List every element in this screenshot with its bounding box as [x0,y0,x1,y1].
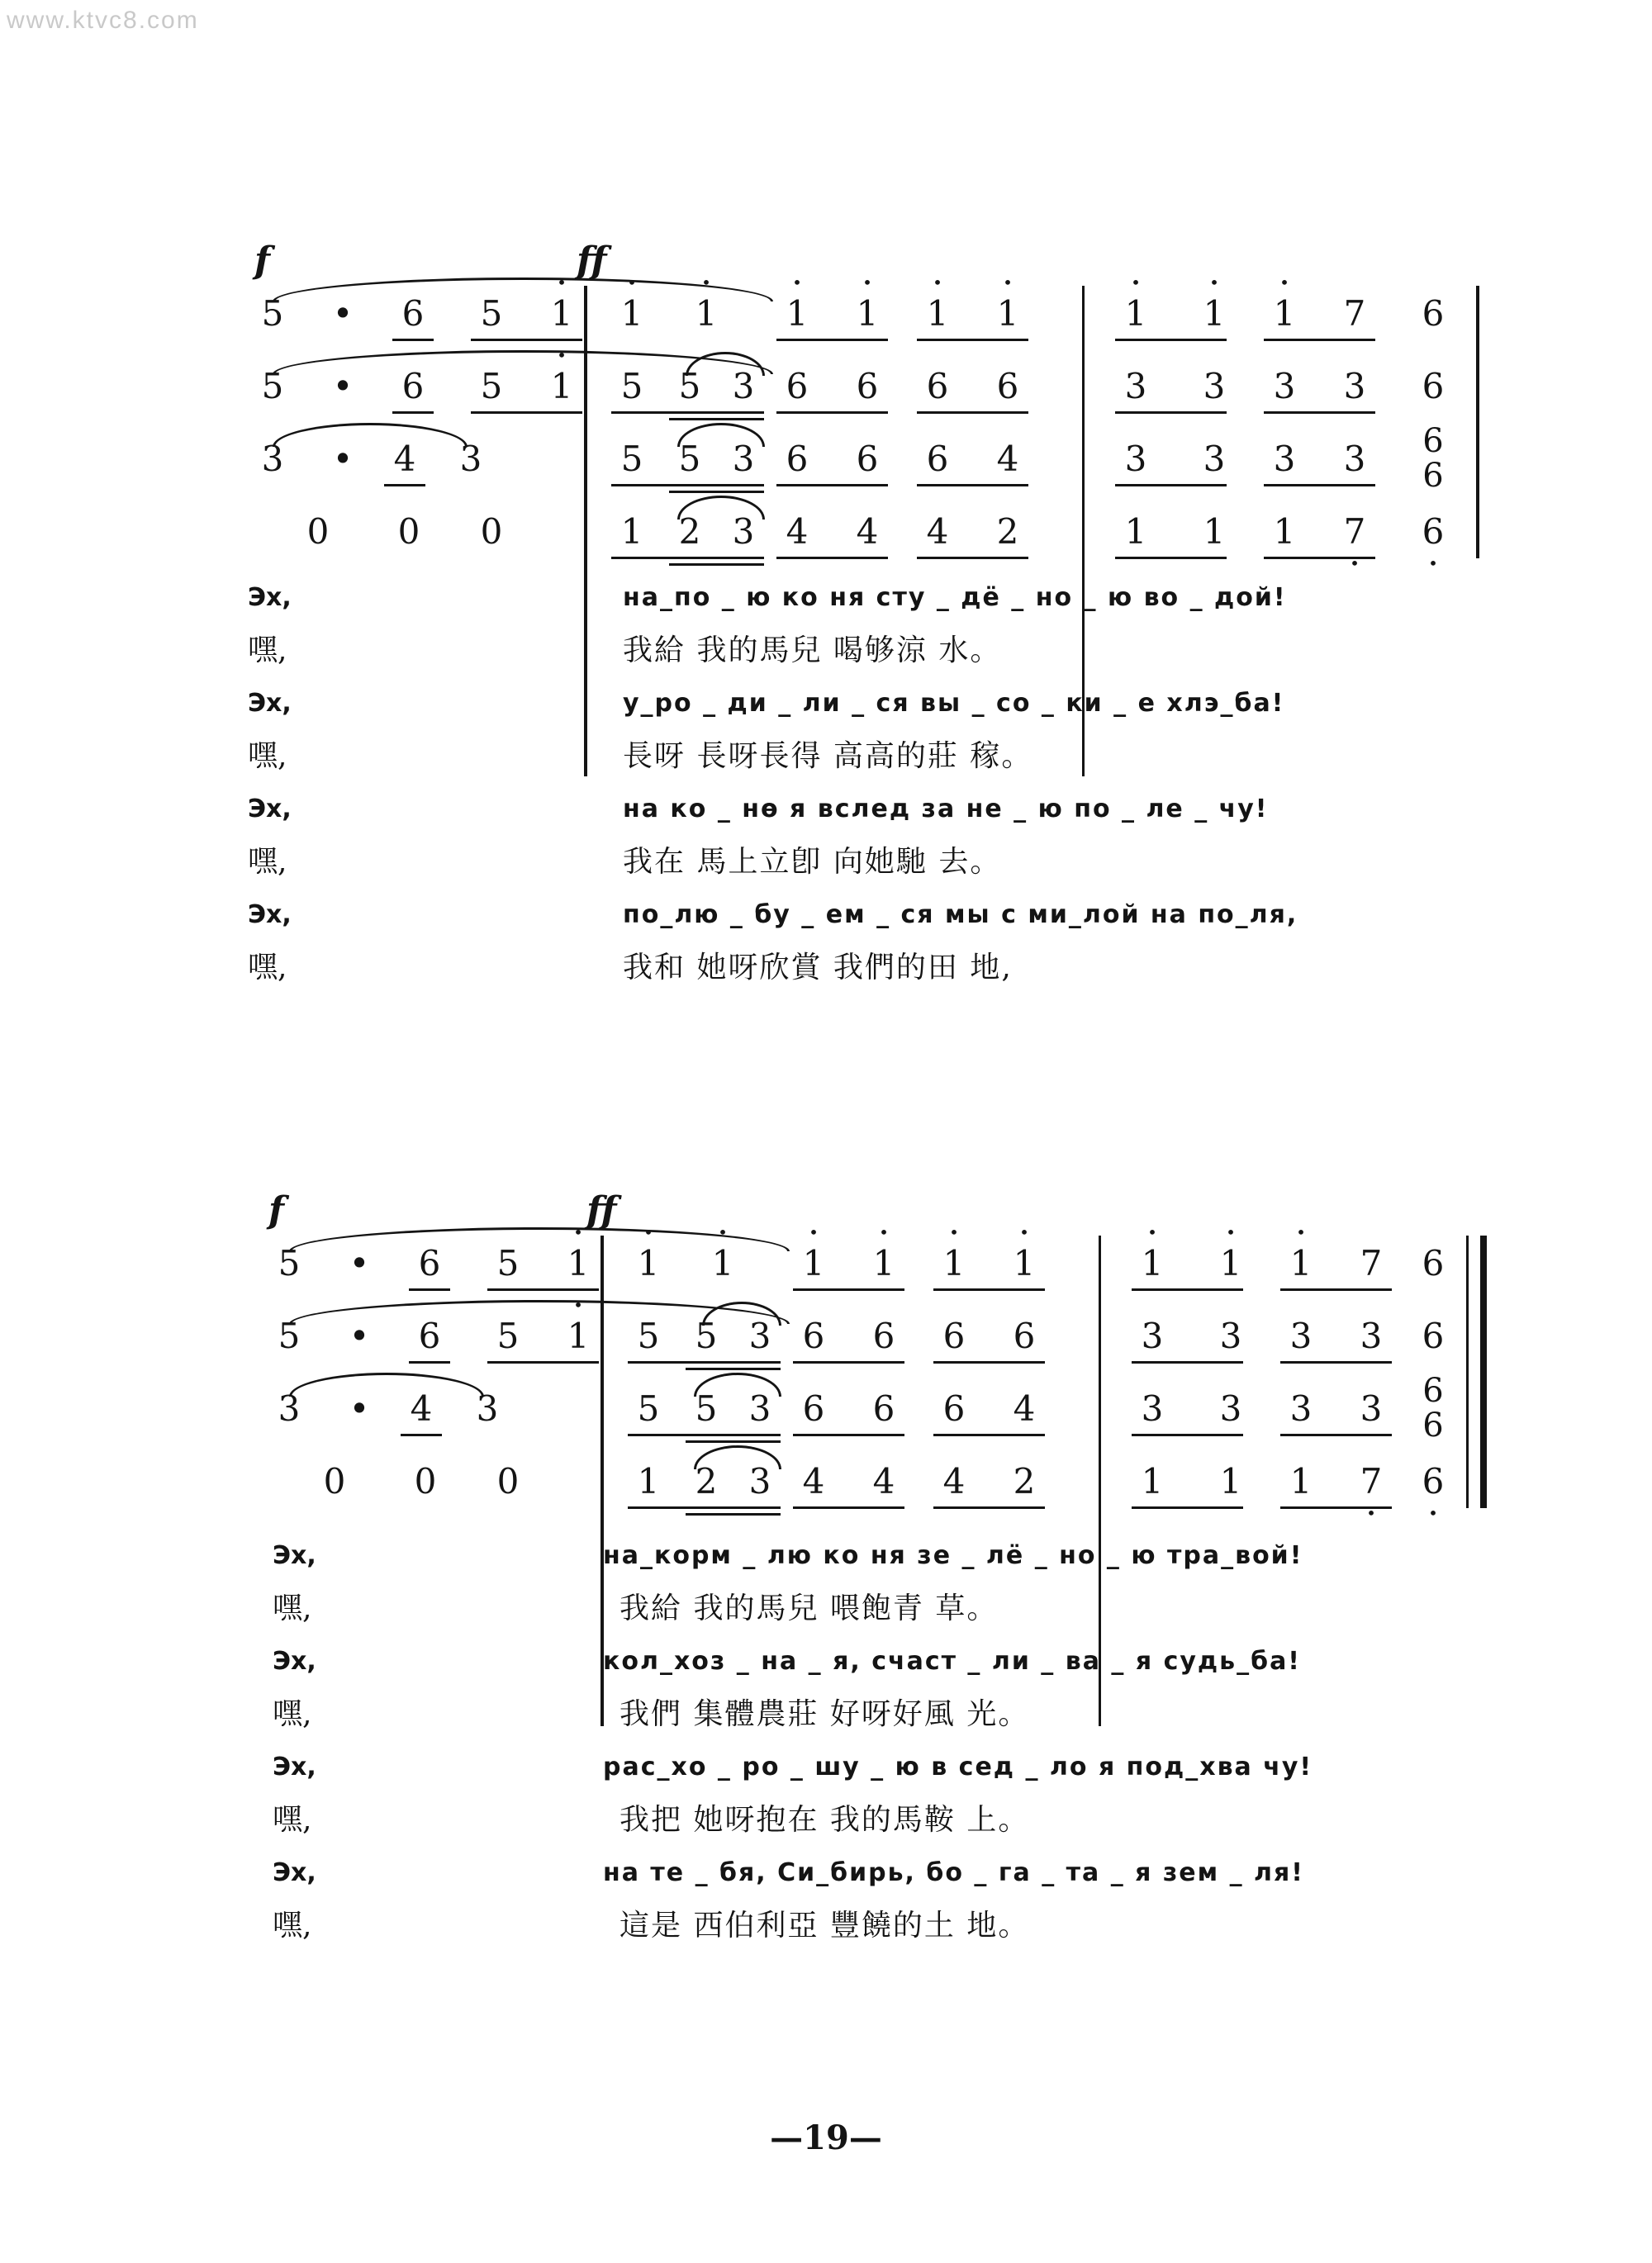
note: 3 [476,1388,499,1429]
note: 6 [786,439,809,479]
note: 6 [942,1388,966,1429]
underline [1264,339,1375,341]
underline [1132,1361,1243,1364]
note: 5 [620,439,643,479]
underline [409,1361,450,1364]
note: 3 [748,1388,771,1429]
lyric-lead: 嘿, [248,845,287,879]
dynamic-fortissimo: ff [577,240,607,282]
note: 6 [1422,366,1445,406]
underline [611,411,764,414]
lyrics-block [248,1530,1487,1952]
note: 6 [802,1316,825,1356]
note: • 1 [987,294,1028,334]
underline [669,563,764,566]
lyric-line-chinese [248,836,1487,889]
note: • 1 [1004,1244,1045,1283]
voice-3 [248,422,1487,497]
dot: • [349,1316,370,1356]
underline [793,1288,904,1291]
underline [793,1434,904,1436]
note: 5 [261,366,284,406]
dynamic-forte: f [254,240,270,282]
note: 4 [942,1461,966,1502]
note: 1 [1124,511,1147,552]
note: 5 [637,1316,660,1356]
note: 3 [1219,1316,1242,1356]
lyric-lead: Эх, [248,900,292,929]
lyric-text: у_ро _ ди _ ли _ ся вы _ со _ ки _ е хлэ_ба! [623,689,1285,718]
lyric-lead: 嘿, [248,739,287,773]
underline [686,1513,781,1516]
rest: 0 [323,1461,346,1502]
lyric-text: по_лю _ бу _ ем _ ся мы с ми_лой на по_ля, [623,900,1298,929]
dot: • [332,366,354,406]
note: 5 [480,366,503,406]
note: • 1 [628,1244,669,1283]
note: • 1 [917,294,958,334]
rest: 0 [306,511,330,552]
lyric-lead: 嘿, [273,1592,312,1625]
rest: 0 [480,511,503,552]
slur [273,423,468,447]
underline [611,557,764,559]
voice-4 [248,499,1487,570]
underline [686,1368,781,1370]
note: 5 [678,439,701,479]
lyric-line-chinese [248,1582,1487,1635]
lyric-text: 我們 集體農莊 好呀好風 光。 [620,1697,1030,1731]
lyric-lead: Эх, [248,795,292,823]
note: 6 [401,293,425,334]
note: 3 [278,1388,301,1429]
lyric-text: на_корм _ лю ко ня зе _ лё _ но _ ю тра_вой! [603,1541,1303,1570]
note: 3 [732,366,755,406]
note: 3 [1289,1388,1313,1429]
note: 3 [1203,366,1226,406]
note: • 1 [933,1244,975,1283]
lyric-text: на те _ бя, Си_бирь, бо _ га _ та _ я зем _ ля! [603,1858,1304,1887]
note: 6 [856,439,879,479]
lyric-line-russian [248,677,1487,730]
underline [628,1361,781,1364]
rest: 0 [496,1461,520,1502]
note: • 1 [863,1244,904,1283]
underline [1132,1506,1243,1509]
note: 6 [926,366,949,406]
lyric-text: 長呀 長呀長得 高高的莊 稼。 [623,739,1033,773]
chord-note: 6 [1422,457,1444,495]
underline [1280,1506,1392,1509]
note: 3 [1273,439,1296,479]
underline [917,339,1028,341]
note: 1 [620,511,643,552]
note: 7 [1343,293,1366,334]
note: 6 [418,1316,441,1356]
note: 4 [393,439,416,479]
underline [1264,411,1375,414]
note: 7 • [1351,1462,1392,1502]
note: 3 [1141,1388,1164,1429]
voice-2 [248,353,1487,425]
lyric-text: рас_хо _ ро _ шу _ ю в сед _ ло я под_хва чу! [603,1753,1313,1781]
note: 6 [802,1388,825,1429]
dot: • [332,439,354,479]
lyric-text: 我和 她呀欣賞 我們的田 地, [623,951,1013,984]
underline [776,339,888,341]
note: 3 [1124,366,1147,406]
note: • 1 [1264,294,1305,334]
lyric-text: на ко _ нө я вслед за не _ ю по _ ле _ чу! [623,795,1269,823]
note: • 1 [1194,294,1235,334]
dot: • [349,1243,370,1283]
note: • 1 [541,294,582,334]
underline [392,411,434,414]
note: 3 [1273,366,1296,406]
lyric-lead: 嘿, [248,633,287,667]
note: • 1 [1280,1244,1322,1283]
note: 1 [1203,511,1226,552]
note: 6 [926,439,949,479]
underline [409,1288,450,1291]
underline [1115,339,1227,341]
dynamic-fortissimo: ff [586,1189,617,1231]
lyric-line-russian [248,1530,1487,1582]
note: 5 [278,1243,301,1283]
note: 2 [695,1461,718,1502]
note: 1 [1219,1461,1242,1502]
lyric-text: кол_хоз _ на _ я, счаст _ ли _ ва _ я судь_ба! [603,1647,1301,1676]
underline [611,484,764,486]
note: 3 [748,1461,771,1502]
note: • 1 [1132,1244,1173,1283]
underline [628,1506,781,1509]
note: 4 [872,1461,895,1502]
note: 5 [695,1316,718,1356]
watermark: www.ktvc8.com [7,7,199,34]
underline [487,1361,599,1364]
note: 6 [418,1243,441,1283]
note: 7 [1360,1243,1383,1283]
note: • 1 [686,294,727,334]
rest: 0 [414,1461,437,1502]
underline [1280,1434,1392,1436]
final-barline [1466,1236,1487,1508]
note: 6 [1013,1316,1036,1356]
lyric-lead: Эх, [273,1647,316,1676]
note: 3 [1360,1316,1383,1356]
underline [401,1434,442,1436]
note: 1 [637,1461,660,1502]
lyric-text: 我給 我的馬兒 喂飽青 草。 [620,1592,999,1625]
note: 6 [872,1316,895,1356]
lyric-line-russian [248,889,1487,942]
underline [933,1288,1045,1291]
note: 2 [678,511,701,552]
underline [933,1434,1045,1436]
note: • 1 [702,1244,743,1283]
underline [384,484,425,486]
numbered-notation [264,1231,1503,1511]
underline [933,1506,1045,1509]
note: 5 [695,1388,718,1429]
note: 5 [496,1243,520,1283]
lyric-line-russian [248,572,1487,624]
lyric-line-chinese [248,1900,1487,1952]
lyric-line-russian [248,783,1487,836]
underline [1115,484,1227,486]
lyric-line-chinese [248,730,1487,783]
note: 1 [1273,511,1296,552]
note: 3 [1289,1316,1313,1356]
note: 3 [1124,439,1147,479]
underline [917,557,1028,559]
lyric-text: 我在 馬上立卽 向她馳 去。 [623,845,1002,879]
underline [1132,1434,1243,1436]
note: • 1 [1210,1244,1251,1283]
note: 6 [786,366,809,406]
lyric-line-chinese [248,1794,1487,1847]
underline [628,1434,781,1436]
underline [1280,1361,1392,1364]
barline [1476,286,1479,558]
underline [1115,557,1227,559]
underline [669,491,764,493]
note: 4 [856,511,879,552]
voice-3 [264,1372,1503,1447]
note: 3 [1203,439,1226,479]
underline [686,1440,781,1443]
underline [1115,411,1227,414]
voice-1 [264,1231,1503,1302]
note: 5 [496,1316,520,1356]
note: 4 [926,511,949,552]
note: 3 [1343,366,1366,406]
note: • 1 [611,294,653,334]
note: 5 [480,293,503,334]
dot: • [349,1388,370,1429]
note: 6 [1422,293,1445,334]
underline [1280,1288,1392,1291]
note: 3 [1141,1316,1164,1356]
note: • 1 [847,294,888,334]
underline [471,411,582,414]
note: 6 • [1412,1462,1454,1502]
note: 6 [1422,1243,1445,1283]
underline [669,418,764,420]
lyric-lead: Эх, [273,1753,316,1781]
chord-note: 6 [1422,422,1444,460]
underline [1264,557,1375,559]
lyric-text: 這是 西伯利亞 豐饒的土 地。 [620,1909,1030,1943]
voice-2 [264,1303,1503,1374]
lyric-line-russian [248,1741,1487,1794]
chord-note: 6 [1422,1407,1444,1445]
voice-4 [264,1449,1503,1520]
voice-1 [248,281,1487,352]
chord-note: 6 [1422,1372,1444,1410]
note: 6 [1422,1316,1445,1356]
lyric-lead: Эх, [273,1541,316,1570]
note: 4 [1013,1388,1036,1429]
note: 2 [996,511,1019,552]
note: 4 [786,511,809,552]
underline [793,1506,904,1509]
note: 3 [748,1316,771,1356]
lyric-lead: 嘿, [273,1697,312,1731]
note: 7 • [1334,512,1375,552]
note: • 1 [793,1244,834,1283]
note: 3 [732,511,755,552]
underline [933,1361,1045,1364]
note: 1 [1141,1461,1164,1502]
lyric-lead: Эх, [248,689,292,718]
underline [776,411,888,414]
note: 6 [996,366,1019,406]
note: 6 [872,1388,895,1429]
page-number: —19— [770,2118,882,2157]
underline [471,339,582,341]
numbered-notation [248,281,1487,562]
lyric-lead: Эх, [248,583,292,612]
lyric-text: на_по _ ю ко ня сту _ дё _ но _ ю во _ дой! [623,583,1287,612]
note: 5 [637,1388,660,1429]
dot: • [332,293,354,334]
lyric-lead: 嘿, [273,1803,312,1837]
note: 3 [1219,1388,1242,1429]
underline [776,484,888,486]
lyric-lead: Эх, [273,1858,316,1887]
note: 5 [278,1316,301,1356]
note: 5 [261,293,284,334]
underline [1264,484,1375,486]
note: 5 [620,366,643,406]
note: 2 [1013,1461,1036,1502]
lyric-text: 我把 她呀抱在 我的馬鞍 上。 [620,1803,1030,1837]
underline [793,1361,904,1364]
lyric-text: 我給 我的馬兒 喝够涼 水。 [623,633,1002,667]
underline [917,484,1028,486]
note: 3 [459,439,482,479]
lyric-lead: 嘿, [248,951,287,984]
note: 3 [732,439,755,479]
lyric-line-chinese [248,624,1487,677]
note: • 1 [541,367,582,406]
note: 4 [996,439,1019,479]
underline [487,1288,599,1291]
note: • 1 [558,1244,599,1283]
note: 6 • [1412,512,1454,552]
note: 4 [410,1388,433,1429]
note: 6 [942,1316,966,1356]
underline [1132,1288,1243,1291]
note: 3 [261,439,284,479]
note: 3 [1360,1388,1383,1429]
lyric-line-chinese [248,1688,1487,1741]
lyric-line-russian [248,1635,1487,1688]
underline [392,339,434,341]
note: 5 [678,366,701,406]
note: 6 [856,366,879,406]
lyric-line-chinese [248,942,1487,994]
note: 6 [401,366,425,406]
note: 3 [1343,439,1366,479]
underline [917,411,1028,414]
note: • 1 [558,1317,599,1356]
lyrics-block [248,572,1487,994]
note: • 1 [776,294,818,334]
note: 1 [1289,1461,1313,1502]
note: • 1 [1115,294,1156,334]
underline [776,557,888,559]
dynamic-forte: f [268,1189,284,1231]
lyric-line-russian [248,1847,1487,1900]
note: 4 [802,1461,825,1502]
lyric-lead: 嘿, [273,1909,312,1943]
slur [289,1373,484,1397]
rest: 0 [397,511,420,552]
